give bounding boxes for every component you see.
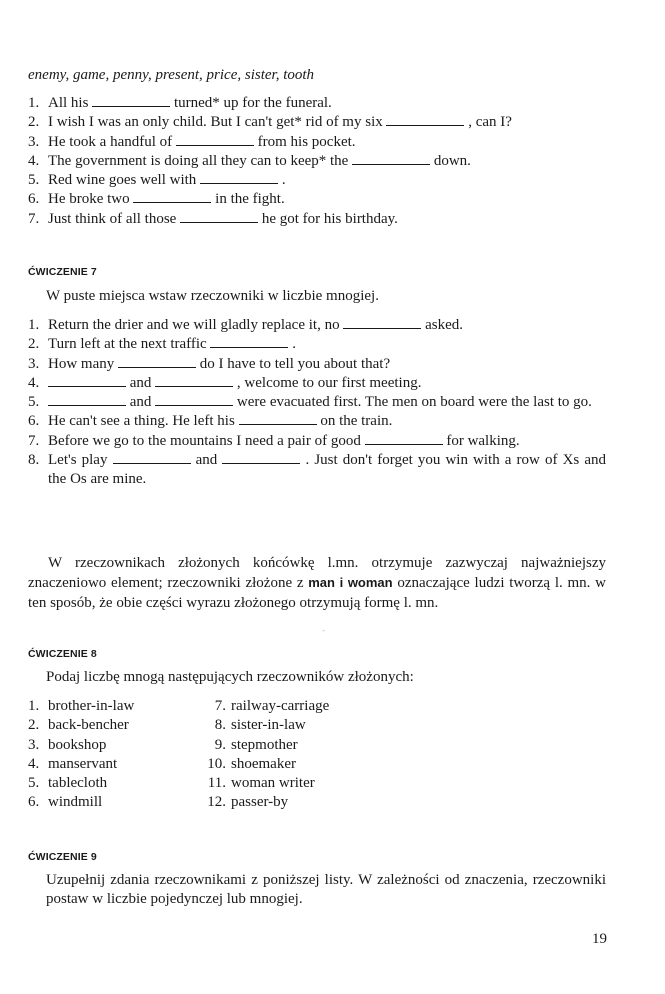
compound-noun: back-bencher xyxy=(48,717,129,734)
exercise-6-item-7 xyxy=(28,210,606,229)
exercise-6-item-5 xyxy=(28,171,606,190)
exercise-7-item-3 xyxy=(28,355,606,374)
answer-blank[interactable] xyxy=(386,113,464,126)
item-number: 2. xyxy=(28,717,40,734)
exercise-7-heading: ĆWICZENIE 7 xyxy=(28,266,97,278)
exercise-9-heading: ĆWICZENIE 9 xyxy=(28,851,97,863)
compound-noun: woman writer xyxy=(231,775,315,792)
answer-blank[interactable] xyxy=(180,210,258,223)
exercise-7-item-2 xyxy=(28,335,606,354)
page-number: 19 xyxy=(592,931,607,947)
item-text: Let's play and . Just don't forget you win with a row of Xs and the Os are mine. xyxy=(48,452,606,488)
answer-blank[interactable] xyxy=(210,335,288,348)
answer-blank[interactable] xyxy=(176,133,254,146)
item-text: He broke two in the fight. xyxy=(48,191,285,208)
compound-noun-item xyxy=(28,716,200,735)
exercise-8-heading: ĆWICZENIE 8 xyxy=(28,648,97,660)
item-text: Red wine goes well with . xyxy=(48,172,286,189)
compound-noun-item xyxy=(200,793,329,812)
answer-blank[interactable] xyxy=(239,412,317,425)
exercise-9-instruction: Uzupełnij zdania rzeczownikami z poniższej listy. W zależności od znaczenia, rzeczowniki postaw w liczbie pojedynczej lub mnogiej. xyxy=(46,872,606,908)
compound-noun-item xyxy=(28,697,200,716)
exercise-7-item-4 xyxy=(28,374,606,393)
compound-noun-item xyxy=(28,755,200,774)
compound-noun: bookshop xyxy=(48,736,107,753)
exercise-8-left-column xyxy=(28,697,200,813)
answer-blank[interactable] xyxy=(118,355,196,368)
compound-noun: railway-carriage xyxy=(231,698,330,714)
item-number: 9. xyxy=(214,736,226,753)
exercise-8-columns xyxy=(28,697,329,813)
item-number: 6. xyxy=(28,191,40,208)
answer-blank[interactable] xyxy=(200,171,278,184)
item-text: Turn left at the next traffic . xyxy=(48,336,296,353)
compound-noun-item xyxy=(200,774,329,793)
item-number: 1. xyxy=(28,95,40,111)
item-text: All his turned* up for the funeral. xyxy=(48,95,332,111)
compound-noun-item xyxy=(28,793,200,812)
answer-blank[interactable] xyxy=(365,432,443,445)
exercise-7-item-7 xyxy=(28,432,606,451)
answer-blank[interactable] xyxy=(92,94,170,107)
exercise-7-item-6 xyxy=(28,412,606,431)
scan-mark: - xyxy=(322,626,326,636)
compound-noun-item xyxy=(28,774,200,793)
rule-text: W rzeczownikach złożonych końcówkę l.mn. otrzymuje zazwyczaj najważniejszy znaczeniowo element; rzeczowniki złożone z xyxy=(28,555,606,592)
exercise-7-item-1 xyxy=(28,316,606,335)
item-number: 11. xyxy=(207,775,226,792)
exercise-7-item-8 xyxy=(28,451,606,490)
exercise-7-item-5 xyxy=(28,393,606,412)
exercise-6-item-1 xyxy=(28,94,606,113)
item-number: 12. xyxy=(207,794,226,811)
answer-blank[interactable] xyxy=(155,393,233,406)
item-text: Before we go to the mountains I need a pair of good for walking. xyxy=(48,432,520,449)
item-number: 7. xyxy=(28,432,40,449)
item-text: Return the drier and we will gladly replace it, no asked. xyxy=(48,317,463,333)
item-number: 8. xyxy=(28,452,40,469)
rule-bold-man: man xyxy=(308,575,335,591)
item-text: Just think of all those he got for his birthday. xyxy=(48,210,398,227)
answer-blank[interactable] xyxy=(343,316,421,329)
item-number: 3. xyxy=(28,736,40,753)
item-number: 5. xyxy=(28,775,40,792)
answer-blank[interactable] xyxy=(48,393,126,406)
item-text: The government is doing all they can to keep* the down. xyxy=(48,152,471,169)
exercise-6-item-2 xyxy=(28,113,606,132)
item-number: 6. xyxy=(28,413,40,430)
exercise-8-instruction: Podaj liczbę mnogą następujących rzeczowników złożonych: xyxy=(46,669,414,685)
item-number: 4. xyxy=(28,374,40,391)
answer-blank[interactable] xyxy=(113,451,191,464)
answer-blank[interactable] xyxy=(155,374,233,387)
compound-noun-item xyxy=(200,736,329,755)
item-number: 4. xyxy=(28,755,40,772)
word-list: enemy, game, penny, present, price, sister, tooth xyxy=(28,67,315,83)
rule-bold-and: i xyxy=(334,575,348,591)
exercise-6-list xyxy=(28,94,606,229)
compound-noun: brother-in-law xyxy=(48,698,135,714)
item-number: 6. xyxy=(28,794,40,811)
compound-noun-item xyxy=(28,736,200,755)
item-text: I wish I was an only child. But I can't get* rid of my six , can I? xyxy=(48,114,512,131)
compound-noun: windmill xyxy=(48,794,103,811)
compound-noun: shoemaker xyxy=(231,755,296,772)
item-text: How many do I have to tell you about that? xyxy=(48,355,391,372)
item-number: 10. xyxy=(207,755,226,772)
answer-blank[interactable] xyxy=(352,152,430,165)
item-number: 3. xyxy=(28,133,40,150)
item-number: 7. xyxy=(28,210,40,227)
item-number: 1. xyxy=(28,317,40,333)
answer-blank[interactable] xyxy=(222,451,300,464)
compound-noun: tablecloth xyxy=(48,775,108,792)
item-text: He took a handful of from his pocket. xyxy=(48,133,356,150)
rule-text-end: oznaczające ludzi tworzą l. mn. w ten sposób, że obie części wyrazu złożonego otrzymują formę l. mn. xyxy=(28,575,606,611)
item-number: 4. xyxy=(28,152,40,169)
item-number: 5. xyxy=(28,394,40,411)
exercise-6-item-4 xyxy=(28,152,606,171)
item-text: He can't see a thing. He left his on the train. xyxy=(48,413,393,430)
compound-noun-item xyxy=(200,716,329,735)
answer-blank[interactable] xyxy=(48,374,126,387)
compound-noun: stepmother xyxy=(231,736,298,753)
item-number: 2. xyxy=(28,114,40,131)
answer-blank[interactable] xyxy=(133,190,211,203)
exercise-6-item-6 xyxy=(28,190,606,209)
item-number: 1. xyxy=(28,698,40,714)
exercise-7-instruction: W puste miejsca wstaw rzeczowniki w liczbie mnogiej. xyxy=(46,288,379,304)
compound-noun: sister-in-law xyxy=(231,717,306,734)
compound-noun: manservant xyxy=(48,755,118,772)
grammar-rule-paragraph xyxy=(28,554,606,613)
item-number: 3. xyxy=(28,355,40,372)
item-text: and were evacuated first. The men on board were the last to go. xyxy=(48,393,606,412)
compound-noun-item xyxy=(200,697,329,716)
compound-noun: passer-by xyxy=(231,794,289,811)
item-number: 2. xyxy=(28,336,40,353)
item-text: and , welcome to our first meeting. xyxy=(48,374,606,393)
rule-bold-woman: woman xyxy=(347,575,393,591)
item-number: 7. xyxy=(214,698,226,714)
exercise-7-list xyxy=(28,316,606,490)
item-number: 8. xyxy=(214,717,226,734)
compound-noun-item xyxy=(200,755,329,774)
item-number: 5. xyxy=(28,172,40,189)
exercise-6-item-3 xyxy=(28,133,606,152)
exercise-8-right-column xyxy=(200,697,329,813)
